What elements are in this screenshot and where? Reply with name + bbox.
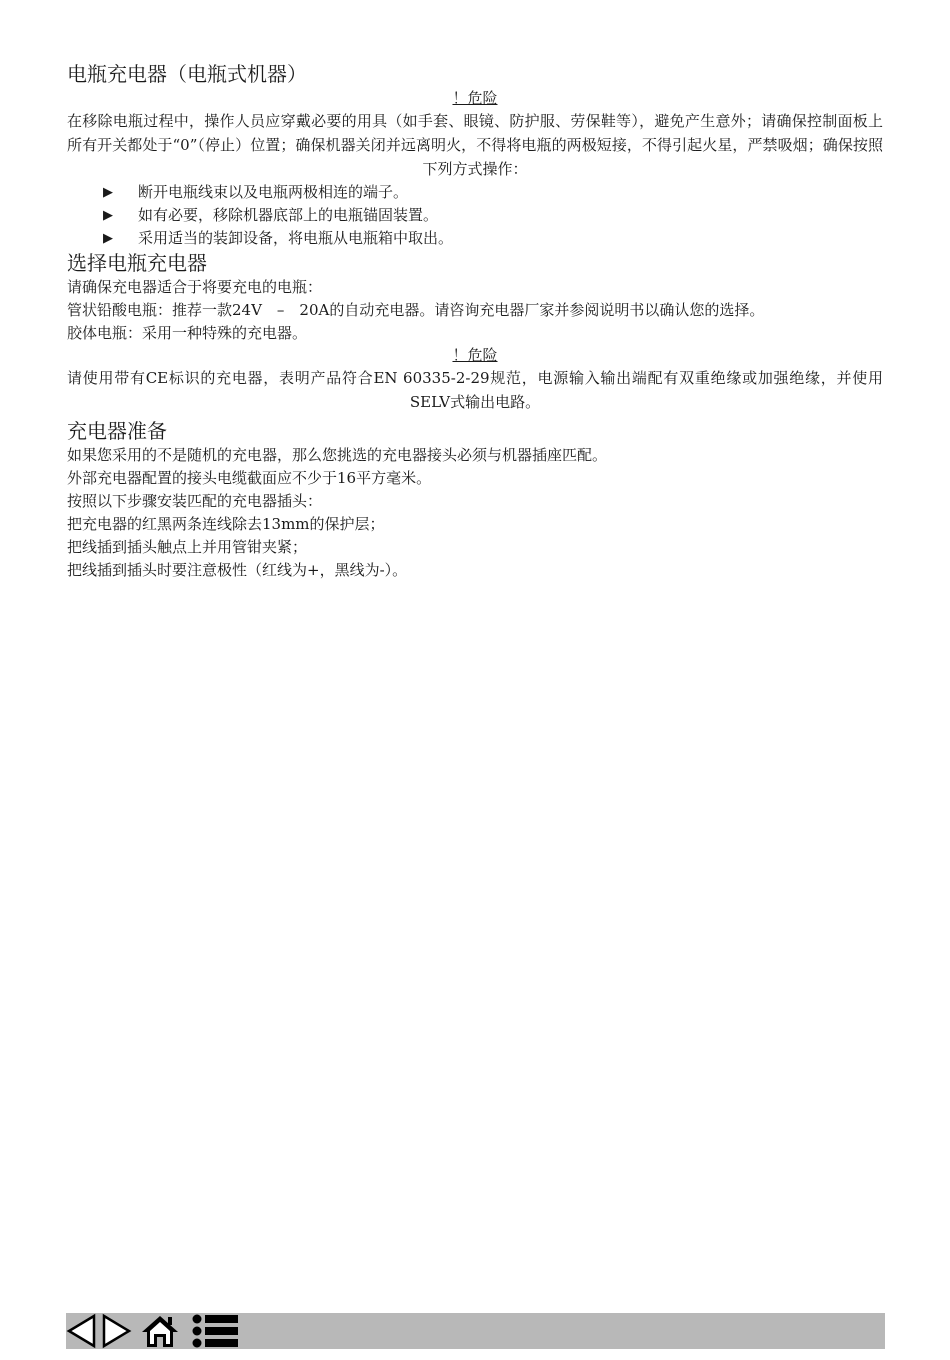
section-title-select-charger: 选择电瓶充电器 (67, 251, 207, 275)
contents-button[interactable] (192, 1313, 240, 1349)
page-content (67, 60, 883, 582)
paragraph: 胶体电瓶：采用一种特殊的充电器。 (67, 324, 308, 342)
danger-label: ！危险 (452, 346, 498, 364)
list-item: ▶ 采用适当的装卸设备，将电瓶从电瓶箱中取出。 (67, 227, 883, 250)
home-button[interactable] (140, 1313, 180, 1349)
paragraph: 请确保充电器适合于将要充电的电瓶： (67, 278, 323, 296)
danger-text: 请使用带有CE标识的充电器，表明产品符合EN 60335-2-29规范，电源输入输出端配有双重绝缘或加强绝缘，并使用SELV式输出电路。 (67, 369, 883, 411)
section-title-charger-preparation: 充电器准备 (67, 419, 167, 443)
previous-page-button[interactable] (66, 1313, 98, 1349)
paragraph: 如果您采用的不是随机的充电器，那么您挑选的充电器接头必须与机器插座匹配。 (67, 446, 608, 464)
bullet-arrow-icon: ▶ (103, 208, 113, 223)
bullet-list (67, 181, 883, 250)
paragraph: 管状铅酸电瓶：推荐一款24V – 20A的自动充电器。请咨询充电器厂家并参阅说明书以确认您的选择。 (67, 301, 765, 319)
contents-list-icon (192, 1313, 240, 1349)
previous-page-icon (66, 1313, 98, 1349)
bullet-arrow-icon: ▶ (103, 231, 113, 246)
paragraph: 把线插到插头时要注意极性（红线为+，黑线为-）。 (67, 561, 408, 579)
list-item: ▶ 如有必要，移除机器底部上的电瓶锚固装置。 (67, 204, 883, 227)
danger-label: ！危险 (452, 89, 498, 107)
navigation-bar (66, 1313, 885, 1349)
paragraph: 外部充电器配置的接头电缆截面应不少于16平方毫米。 (67, 469, 432, 487)
next-page-icon (100, 1313, 132, 1349)
paragraph: 把线插到插头触点上并用管钳夹紧； (67, 538, 308, 556)
bullet-arrow-icon: ▶ (103, 185, 113, 200)
next-page-button[interactable] (100, 1313, 132, 1349)
list-item: ▶ 断开电瓶线束以及电瓶两极相连的端子。 (67, 181, 883, 204)
paragraph: 把充电器的红黑两条连线除去13mm的保护层； (67, 515, 385, 533)
danger-text: 在移除电瓶过程中，操作人员应穿戴必要的用具（如手套、眼镜、防护服、劳保鞋等），避免产生意外；请确保控制面板上所有开关都处于“0”（停止）位置；确保机器关闭并远离明火，不得将电瓶的两极短接，不得引起火星，严禁吸烟；确保按照下列方式操作： (67, 112, 883, 178)
paragraph: 按照以下步骤安装匹配的充电器插头： (67, 492, 323, 510)
section-title-battery-charger: 电瓶充电器（电瓶式机器） (67, 62, 307, 86)
home-icon (140, 1313, 180, 1349)
